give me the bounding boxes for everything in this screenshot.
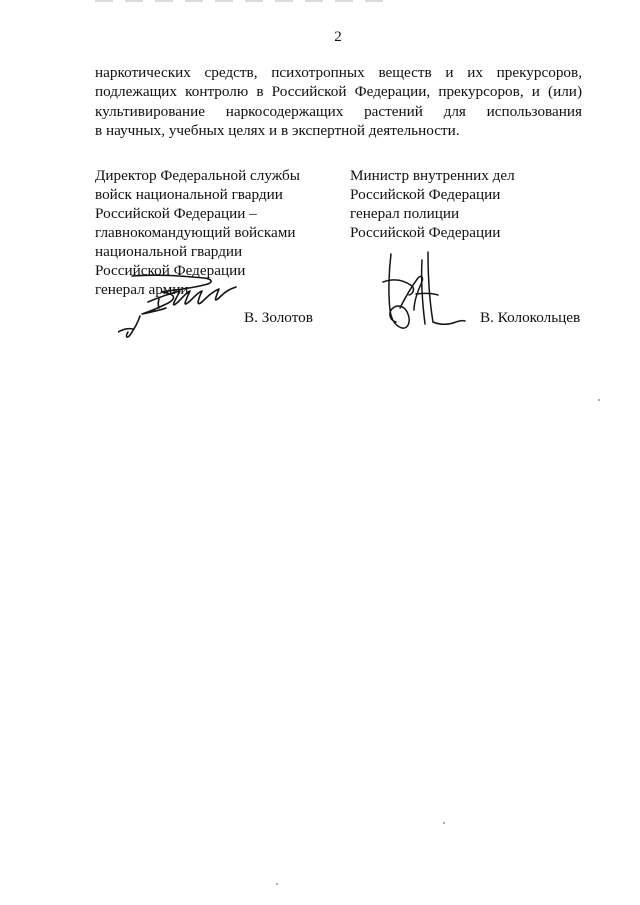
title-line: Директор Федеральной службы	[95, 167, 300, 184]
body-line: культивирование наркосодержащих растений для использования	[95, 102, 582, 120]
scan-speck	[598, 399, 600, 401]
body-line: наркотических средств, психотропных веществ и их прекурсоров,	[95, 64, 582, 81]
title-line: Министр внутренних дел	[350, 167, 515, 184]
scan-edge-artifact	[95, 0, 395, 2]
signer-name-left: В. Золотов	[244, 309, 313, 326]
title-line: генерал полиции	[350, 205, 460, 222]
body-line: в научных, учебных целях и в экспертной деятельности.	[95, 121, 460, 139]
body-paragraph	[95, 63, 582, 140]
title-line: войск национальной гвардии	[95, 186, 283, 203]
title-line: национальной гвардии	[95, 243, 243, 260]
title-line: Российской Федерации –	[95, 205, 257, 222]
scan-speck	[443, 822, 445, 824]
title-line: Российской Федерации	[350, 186, 501, 203]
title-line: Российской Федерации	[95, 262, 246, 279]
body-line: подлежащих контролю в Российской Федерации, прекурсоров, и (или)	[95, 83, 582, 101]
signer-name-right: В. Колокольцев	[480, 309, 581, 326]
title-line: Российской Федерации	[350, 224, 501, 241]
title-line: генерал армии	[95, 281, 189, 298]
scan-speck	[276, 883, 278, 885]
handwritten-signature-right	[378, 248, 468, 338]
handwritten-signature-left	[118, 272, 243, 342]
right-signatory-title	[350, 166, 515, 242]
page-number: 2	[334, 29, 342, 45]
title-line: главнокомандующий войсками	[95, 224, 296, 241]
